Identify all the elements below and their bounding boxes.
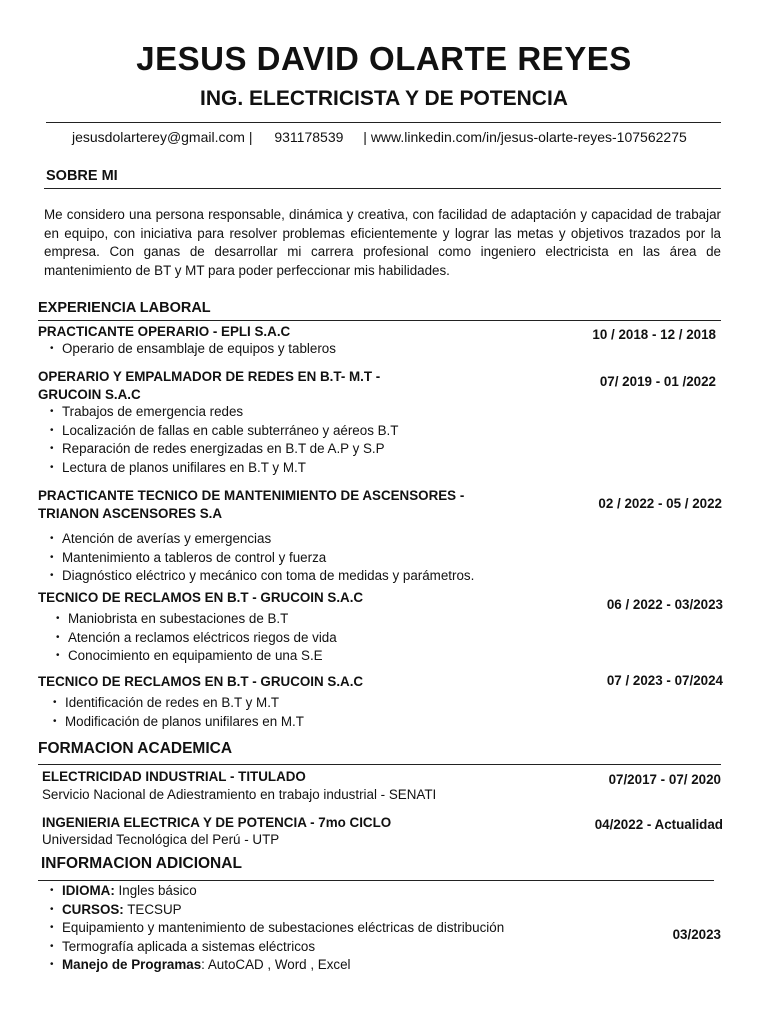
job-title: OPERARIO Y EMPALMADOR DE REDES EN B.T- M.T - bbox=[38, 369, 381, 384]
list-item: • Lectura de planos unifilares en B.T y M.T bbox=[46, 459, 398, 478]
additional-heading: INFORMACION ADICIONAL bbox=[41, 855, 242, 872]
education-heading: FORMACION ACADEMICA bbox=[38, 740, 233, 757]
list-item-courses: • CURSOS: TECSUP bbox=[46, 901, 504, 920]
list-item: • Trabajos de emergencia redes bbox=[46, 403, 398, 422]
job-bullets bbox=[46, 340, 336, 359]
additional-list bbox=[46, 882, 504, 975]
job-dates: 07 / 2023 - 07/2024 bbox=[606, 673, 723, 688]
contact-line bbox=[72, 129, 687, 145]
job-title: TECNICO DE RECLAMOS EN B.T - GRUCOIN S.A.C bbox=[38, 674, 364, 689]
degree-dates: 07/2017 - 07/ 2020 bbox=[608, 772, 721, 787]
job-dates: 02 / 2022 - 05 / 2022 bbox=[598, 496, 722, 511]
experience-divider bbox=[38, 320, 721, 321]
job-bullets bbox=[46, 530, 474, 586]
job-title: TECNICO DE RECLAMOS EN B.T - GRUCOIN S.A.C bbox=[38, 590, 364, 605]
list-item: • Localización de fallas en cable subterráneo y aéreos B.T bbox=[46, 422, 398, 441]
experience-heading: EXPERIENCIA LABORAL bbox=[38, 300, 211, 316]
about-divider bbox=[44, 188, 721, 189]
degree-title: INGENIERIA ELECTRICA Y DE POTENCIA - 7mo CICLO bbox=[42, 815, 392, 830]
additional-date: 03/2023 bbox=[672, 927, 721, 942]
list-item: • Maniobrista en subestaciones de B.T bbox=[52, 610, 337, 629]
contact-email: jesusdolarterey@gmail.com | bbox=[72, 129, 253, 145]
list-item: • Atención a reclamos eléctricos riegos de vida bbox=[52, 629, 337, 648]
list-item: • Equipamiento y mantenimiento de subestaciones eléctricas de distribución bbox=[46, 919, 504, 938]
list-item: • Operario de ensamblaje de equipos y tableros bbox=[46, 340, 336, 359]
list-item: • Reparación de redes energizadas en B.T de A.P y S.P bbox=[46, 440, 398, 459]
job-title: PRACTICANTE OPERARIO - EPLI S.A.C bbox=[38, 324, 291, 339]
job-title: PRACTICANTE TECNICO DE MANTENIMIENTO DE ASCENSORES - bbox=[38, 488, 465, 503]
job-bullets bbox=[52, 610, 337, 666]
list-item-software: • Manejo de Programas: AutoCAD , Word , Excel bbox=[46, 956, 504, 975]
about-text: Me considero una persona responsable, dinámica y creativa, con facilidad de adaptación y capacidad de trabajar en equipo, con iniciativa para resolver problemas eficientemente y lograr las metas y objetivos trazados por la empresa. Con ganas de desarrollar mi carrera profesional como ingeniero electricista en las área de mantenimiento de BT y MT para poder perfeccionar mis habilidades. bbox=[44, 207, 721, 278]
job-dates: 06 / 2022 - 03/2023 bbox=[606, 597, 723, 612]
job-title-cont: GRUCOIN S.A.C bbox=[38, 387, 141, 402]
contact-linkedin: | www.linkedin.com/in/jesus-olarte-reyes-107562275 bbox=[363, 129, 687, 145]
job-bullets bbox=[46, 403, 398, 477]
list-item: • Diagnóstico eléctrico y mecánico con toma de medidas y parámetros. bbox=[46, 567, 474, 586]
degree-institution: Universidad Tecnológica del Perú - UTP bbox=[42, 832, 280, 847]
candidate-name: JESUS DAVID OLARTE REYES bbox=[136, 40, 632, 77]
job-dates: 10 / 2018 - 12 / 2018 bbox=[592, 327, 716, 342]
degree-institution: Servicio Nacional de Adiestramiento en trabajo industrial - SENATI bbox=[42, 787, 437, 802]
contact-phone: 931178539 bbox=[274, 129, 344, 145]
list-item: • Identificación de redes en B.T y M.T bbox=[49, 694, 304, 713]
header-divider bbox=[46, 122, 721, 123]
list-item: • Modificación de planos unifilares en M.T bbox=[49, 713, 304, 732]
list-item: • Mantenimiento a tableros de control y fuerza bbox=[46, 549, 474, 568]
additional-divider bbox=[38, 880, 714, 881]
candidate-title: ING. ELECTRICISTA Y DE POTENCIA bbox=[200, 87, 568, 110]
degree-title: ELECTRICIDAD INDUSTRIAL - TITULADO bbox=[42, 769, 306, 784]
job-bullets bbox=[49, 694, 304, 731]
job-dates: 07/ 2019 - 01 /2022 bbox=[599, 374, 716, 389]
list-item: • Atención de averías y emergencias bbox=[46, 530, 474, 549]
job-title-cont: TRIANON ASCENSORES S.A bbox=[38, 506, 223, 521]
list-item: • Termografía aplicada a sistemas eléctricos bbox=[46, 938, 504, 957]
about-heading: SOBRE MI bbox=[46, 168, 118, 184]
degree-dates: 04/2022 - Actualidad bbox=[594, 817, 723, 832]
list-item: • Conocimiento en equipamiento de una S.E bbox=[52, 647, 337, 666]
list-item-language: • IDIOMA: Ingles básico bbox=[46, 882, 504, 901]
education-divider bbox=[38, 764, 721, 765]
